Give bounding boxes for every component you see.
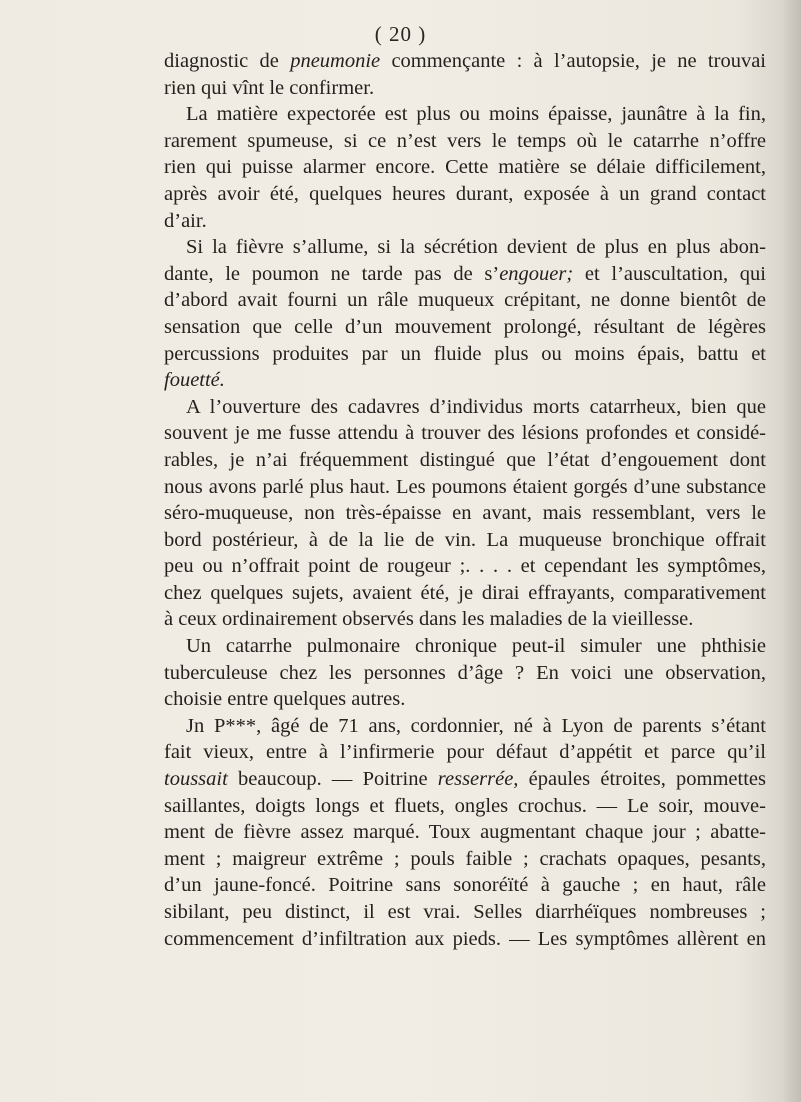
text-line	[164, 686, 766, 713]
line-text: La matière expectorée est plus ou moins épaisse, jaunâtre à la fin,	[186, 103, 766, 126]
italic-text: fouetté.	[164, 369, 225, 392]
page-edge-shadow	[783, 0, 801, 1102]
body-text	[164, 48, 766, 952]
text-line	[164, 367, 766, 394]
text-line	[164, 793, 766, 820]
text-line	[164, 420, 766, 447]
line-text: beaucoup. — Poitrine	[227, 768, 438, 791]
line-text: fait vieux, entre à l’infirmerie pour défaut d’appétit et parce qu’il	[164, 741, 766, 764]
line-text: sibilant, peu distinct, il est vrai. Selles diarrhéïques nombreuses ;	[164, 901, 766, 923]
text-line	[164, 819, 766, 846]
line-text: Un catarrhe pulmonaire chronique peut-il simuler une phthisie	[186, 635, 766, 658]
line-text: d’abord avait fourni un râle muqueux crépitant, ne donne bientôt de	[164, 289, 766, 312]
text-line	[164, 580, 766, 607]
line-text: choisie entre quelques autres.	[164, 688, 406, 711]
line-text: séro-muqueuse, non très-épaisse en avant, mais ressemblant, vers le	[164, 502, 766, 525]
text-line	[164, 739, 766, 766]
line-text: nous avons parlé plus haut. Les poumons étaient gorgés d’une substance	[164, 475, 766, 498]
italic-text: pneumonie	[290, 50, 381, 72]
text-line	[164, 713, 766, 740]
text-line	[164, 101, 766, 128]
line-text: épaules étroites, pommettes	[518, 768, 766, 791]
text-line	[164, 527, 766, 554]
line-text: chez quelques sujets, avaient été, je dirai effrayants, comparativement	[164, 581, 766, 604]
line-text: rien qui puisse alarmer encore. Cette matière se délaie difficilement,	[164, 156, 766, 179]
page-number: ( 20 )	[374, 22, 427, 46]
italic-text: engouer;	[499, 262, 574, 285]
text-line	[164, 606, 766, 633]
line-text: sensation que celle d’un mouvement prolongé, résultant de légères	[164, 315, 766, 338]
text-line	[164, 234, 766, 261]
line-text: diagnostic de	[164, 50, 291, 72]
line-text: d’un jaune-foncé. Poitrine sans sonoréïté à gauche ; en haut, râle	[164, 874, 766, 897]
text-line	[164, 181, 766, 208]
text-line	[164, 48, 766, 75]
text-line	[164, 846, 766, 873]
line-text: Si la fièvre s’allume, si la sécrétion devient de plus en plus abon-	[186, 236, 766, 259]
line-text: à ceux ordinairement observés dans les maladies de la vieillesse.	[164, 608, 694, 631]
text-line	[164, 314, 766, 341]
text-line	[164, 154, 766, 181]
line-text: A l’ouverture des cadavres d’individus morts catarrheux, bien que	[186, 395, 766, 418]
text-line	[164, 899, 766, 926]
line-text: après avoir été, quelques heures durant, exposée à un grand contact	[164, 182, 766, 205]
text-line	[164, 872, 766, 899]
line-text: rien qui vînt le confirmer.	[164, 76, 375, 99]
line-text: et l’auscultation, qui	[573, 262, 766, 285]
line-text: commencement d’infiltration aux pieds. — Les symptômes allèrent en	[164, 927, 766, 950]
text-line	[164, 394, 766, 421]
text-line	[164, 208, 766, 235]
line-text: tuberculeuse chez les personnes d’âge ? En voici une observation,	[164, 661, 766, 684]
line-text: Jn P***, âgé de 71 ans, cordonnier, né à Lyon de parents s’étant	[186, 714, 766, 737]
line-text: peu ou n’offrait point de rougeur ;. . . . et cependant les symptômes,	[164, 555, 766, 578]
line-text: rarement spumeuse, si ce n’est vers le temps où le catarrhe n’offre	[164, 129, 766, 152]
line-text: rables, je n’ai fréquemment distingué que l’état d’engouement dont	[164, 448, 766, 471]
text-line	[164, 261, 766, 288]
italic-text: toussait	[164, 768, 228, 791]
text-line	[164, 341, 766, 368]
line-text: saillantes, doigts longs et fluets, ongles crochus. — Le soir, mouve-	[164, 794, 766, 817]
line-text: bord postérieur, à de la lie de vin. La muqueuse bronchique offrait	[164, 528, 766, 551]
text-line	[164, 500, 766, 527]
line-text: ment ; maigreur extrême ; pouls faible ; crachats opaques, pesants,	[164, 847, 766, 870]
line-text: commençante : à l’autopsie, je ne trouvai	[380, 50, 766, 72]
text-line	[164, 447, 766, 474]
text-line	[164, 633, 766, 660]
line-text: souvent je me fusse attendu à trouver des lésions profondes et considé-	[164, 422, 766, 445]
text-line	[164, 766, 766, 793]
text-line	[164, 926, 766, 953]
text-line	[164, 287, 766, 314]
text-line	[164, 75, 766, 102]
italic-text: resserrée,	[437, 768, 519, 791]
text-line	[164, 128, 766, 155]
line-text: dante, le poumon ne tarde pas de s’	[164, 262, 500, 285]
line-text: ment de fièvre assez marqué. Toux augmentant chaque jour ; abatte-	[164, 821, 766, 844]
text-line	[164, 553, 766, 580]
text-line	[164, 660, 766, 687]
line-text: d’air.	[164, 209, 207, 232]
line-text: percussions produites par un fluide plus ou moins épais, battu et	[164, 342, 766, 365]
text-line	[164, 474, 766, 501]
